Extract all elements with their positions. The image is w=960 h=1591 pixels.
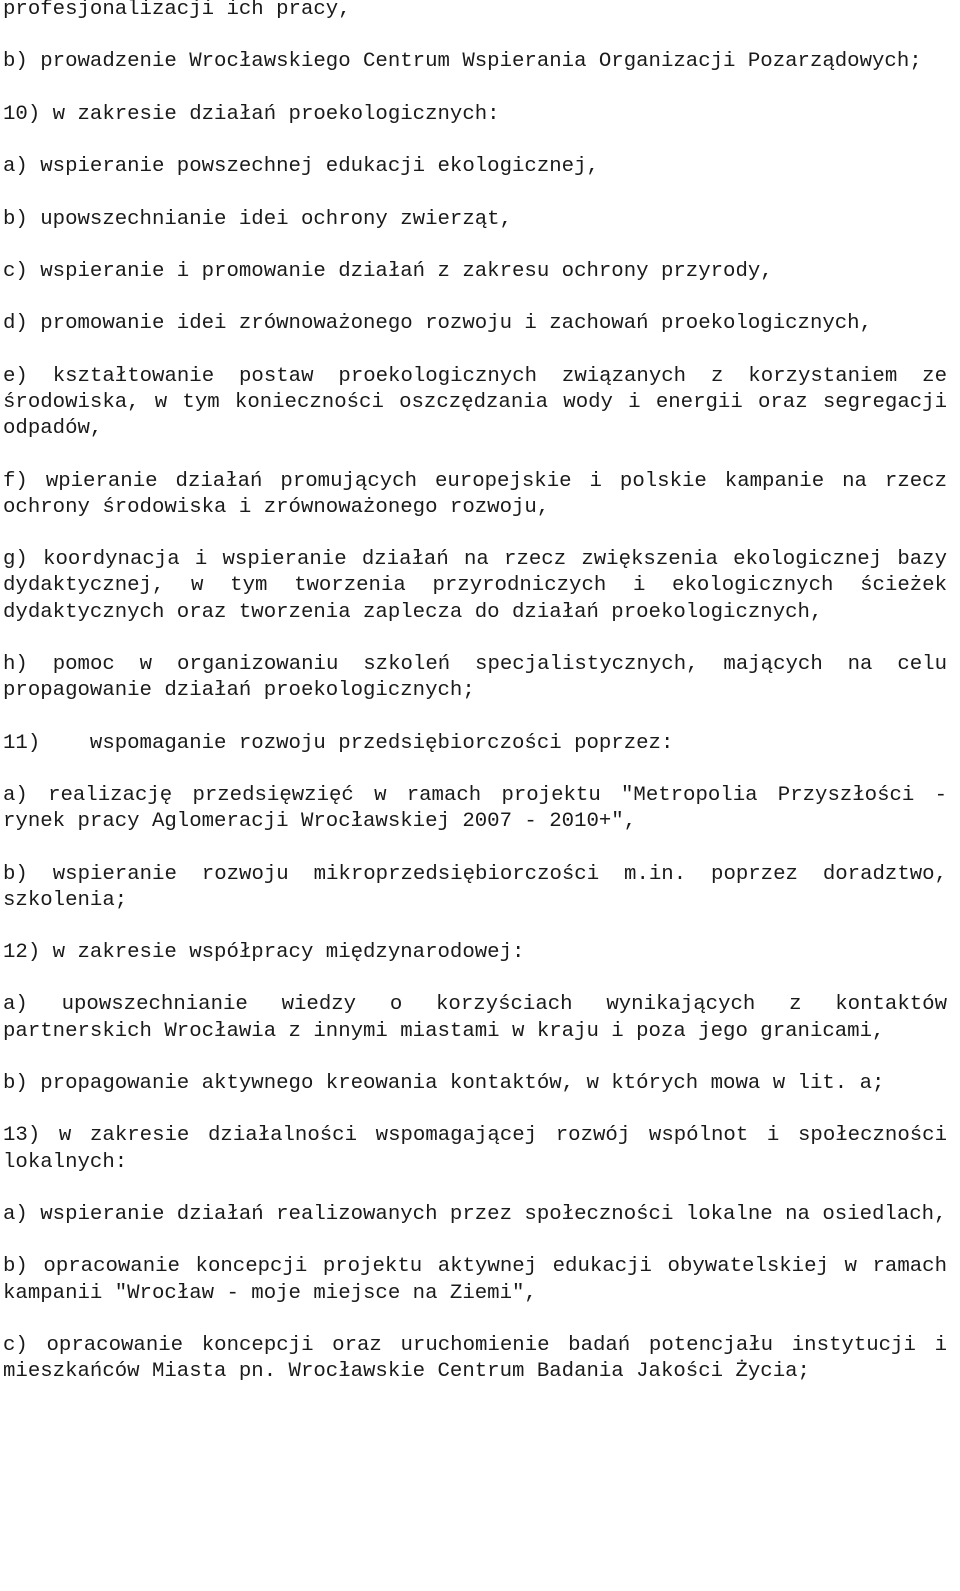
paragraph-item-10h: h) pomoc w organizowaniu szkoleń specjalistycznych, mających na celu propagowanie działań proekologicznych; bbox=[3, 652, 947, 703]
paragraph-item-10a: a) wspieranie powszechnej edukacji ekologicznej, bbox=[3, 155, 599, 179]
paragraph-section-11: 11) wspomaganie rozwoju przedsiębiorczości poprzez: bbox=[3, 731, 674, 755]
paragraph-item-10c: c) wspieranie i promowanie działań z zakresu ochrony przyrody, bbox=[3, 259, 773, 283]
paragraph-item-12b: b) propagowanie aktywnego kreowania kontaktów, w których mowa w lit. a; bbox=[3, 1072, 885, 1096]
paragraph-section-13: 13) w zakresie działalności wspomagającej rozwój wspólnot i społeczności lokalnych: bbox=[3, 1124, 947, 1174]
paragraph-item-10f: f) wpieranie działań promujących europejskie i polskie kampanie na rzecz ochrony środowiska i zrównoważonego rozwoju, bbox=[3, 469, 947, 519]
paragraph-item-11a: a) realizację przedsięwzięć w ramach projektu "Metropolia Przyszłości - rynek pracy Aglomeracji Wrocławskiej 2007 - 2010+", bbox=[3, 783, 947, 834]
paragraph-item-10g: g) koordynacja i wspieranie działań na rzecz zwiększenia ekologicznej bazy dydaktycznej, w tym tworzenia przyrodniczych i ekologicznych ścieżek dydaktycznych oraz tworzenia zaplecza do działań proekologicznych, bbox=[3, 548, 947, 624]
paragraph-item-12a: a) upowszechnianie wiedzy o korzyściach wynikających z kontaktów partnerskich Wrocławia z innymi miastami w kraju i poza jego granicami, bbox=[3, 993, 947, 1043]
paragraph-item-10b: b) upowszechnianie idei ochrony zwierząt, bbox=[3, 207, 512, 231]
paragraph-continuation: profesjonalizacji ich pracy, bbox=[3, 0, 351, 21]
document-body bbox=[3, 0, 947, 1385]
paragraph-item-13a: a) wspieranie działań realizowanych przez społeczności lokalne na osiedlach, bbox=[3, 1203, 947, 1227]
paragraph-section-10: 10) w zakresie działań proekologicznych: bbox=[3, 102, 500, 126]
paragraph-section-12: 12) w zakresie współpracy międzynarodowej: bbox=[3, 941, 525, 965]
paragraph-item-13c: c) opracowanie koncepcji oraz uruchomienie badań potencjału instytucji i mieszkańców Miasta pn. Wrocławskie Centrum Badania Jakości Życia; bbox=[3, 1334, 947, 1384]
paragraph-item-11b: b) wspieranie rozwoju mikroprzedsiębiorczości m.in. poprzez doradztwo, szkolenia; bbox=[3, 862, 947, 912]
paragraph-item-9b: b) prowadzenie Wrocławskiego Centrum Wspierania Organizacji Pozarządowych; bbox=[3, 50, 922, 74]
paragraph-item-10e: e) kształtowanie postaw proekologicznych związanych z korzystaniem ze środowiska, w tym konieczności oszczędzania wody i energii oraz segregacji odpadów, bbox=[3, 364, 947, 441]
paragraph-item-10d: d) promowanie idei zrównoważonego rozwoju i zachowań proekologicznych, bbox=[3, 312, 873, 336]
paragraph-item-13b: b) opracowanie koncepcji projektu aktywnej edukacji obywatelskiej w ramach kampanii "Wrocław - moje miejsce na Ziemi", bbox=[3, 1255, 947, 1305]
